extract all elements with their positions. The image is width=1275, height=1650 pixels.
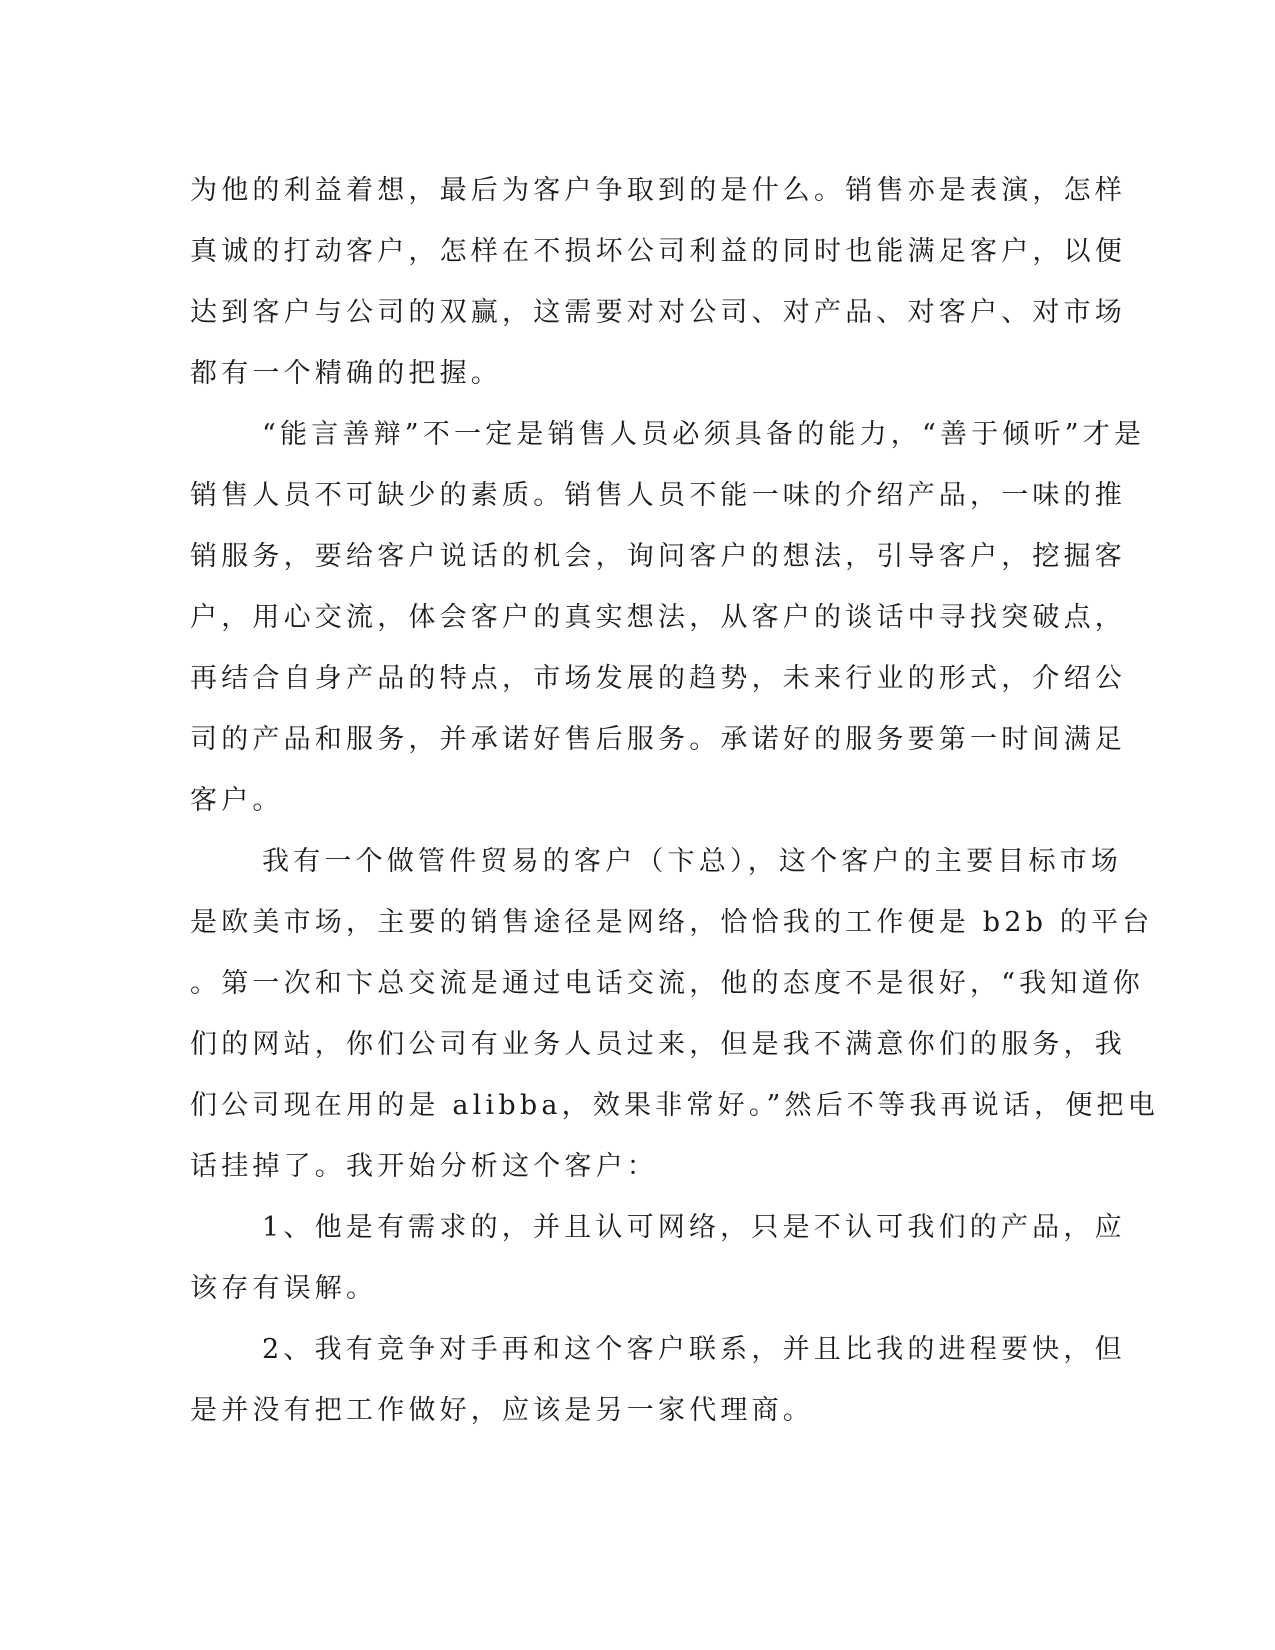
- text-line: 销服务，要给客户说话的机会，询问客户的想法，引导客户，挖掘客: [190, 541, 1126, 572]
- text-line: 们公司现在用的是 alibba，效果非常好。”然后不等我再说话，便把电: [190, 1090, 1159, 1121]
- text-line: 该存有误解。: [190, 1273, 378, 1304]
- text-line: 为他的利益着想，最后为客户争取到的是什么。销售亦是表演，怎样: [190, 175, 1126, 206]
- list-item-line: 2、我有竞争对手再和这个客户联系，并且比我的进程要快，但: [262, 1334, 1126, 1365]
- text-line: 真诚的打动客户，怎样在不损坏公司利益的同时也能满足客户，以便: [190, 236, 1126, 267]
- text-line: 都有一个精确的把握。: [190, 358, 502, 389]
- text-line: 是欧美市场，主要的销售途径是网络，恰恰我的工作便是 b2b 的平台: [190, 907, 1154, 938]
- text-line: 再结合自身产品的特点，市场发展的趋势，未来行业的形式，介绍公: [190, 663, 1126, 694]
- paragraph-start-line: 我有一个做管件贸易的客户（卞总），这个客户的主要目标市场: [262, 846, 1123, 877]
- text-line: 司的产品和服务，并承诺好售后服务。承诺好的服务要第一时间满足: [190, 724, 1126, 755]
- text-line: 户，用心交流，体会客户的真实想法，从客户的谈话中寻找突破点，: [190, 602, 1126, 633]
- document-body: [190, 160, 1159, 1441]
- text-line: 客户。: [190, 785, 284, 816]
- text-line: 销售人员不可缺少的素质。销售人员不能一味的介绍产品，一味的推: [190, 480, 1126, 511]
- list-item-line: 1、他是有需求的，并且认可网络，只是不认可我们的产品，应: [262, 1212, 1126, 1243]
- text-line: 是并没有把工作做好，应该是另一家代理商。: [190, 1395, 814, 1426]
- text-line: 。第一次和卞总交流是通过电话交流，他的态度不是很好，“我知道你: [190, 968, 1145, 999]
- text-line: 话挂掉了。我开始分析这个客户：: [190, 1151, 658, 1182]
- text-line: 达到客户与公司的双赢，这需要对对公司、对产品、对客户、对市场: [190, 297, 1126, 328]
- text-line: 们的网站，你们公司有业务人员过来，但是我不满意你们的服务，我: [190, 1029, 1126, 1060]
- paragraph-start-line: “能言善辩”不一定是销售人员必须具备的能力，“善于倾听”才是: [262, 419, 1146, 450]
